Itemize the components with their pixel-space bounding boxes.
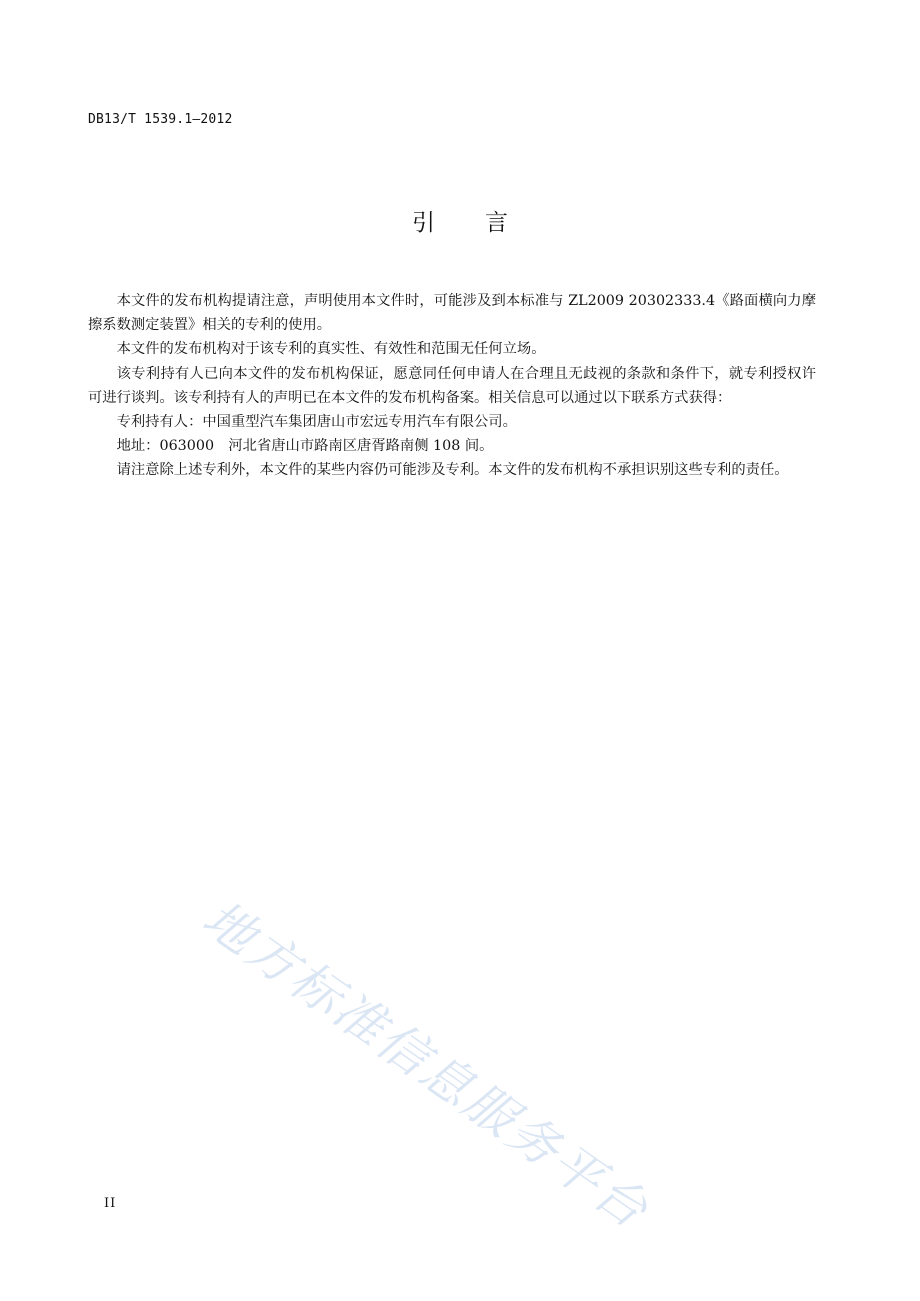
paragraph-disclaimer: 请注意除上述专利外，本文件的某些内容仍可能涉及专利。本文件的发布机构不承担识别这些专利的责任。 bbox=[116, 462, 789, 479]
document-code: DB13/T 1539.1—2012 bbox=[88, 112, 233, 127]
paragraph-address: 地址：063000 河北省唐山市路南区唐胥路南侧 108 间。 bbox=[116, 438, 494, 455]
paragraph-patent-notice: 本文件的发布机构提请注意，声明使用本文件时，可能涉及到本标准与 ZL2009 20302333.4《路面横向力摩擦系数测定装置》相关的专利的使用。 bbox=[88, 293, 816, 334]
paragraph-position: 本文件的发布机构对于该专利的真实性、有效性和范围无任何立场。 bbox=[116, 341, 546, 358]
page-title: 引言 bbox=[412, 210, 558, 236]
paragraph-patent-holder: 专利持有人：中国重型汽车集团唐山市宏远专用汽车有限公司。 bbox=[116, 414, 517, 431]
paragraph-holder-guarantee: 该专利持有人已向本文件的发布机构保证，愿意同任何申请人在合理且无歧视的条款和条件下，就专利授权许可进行谈判。该专利持有人的声明已在本文件的发布机构备案。相关信息可以通过以下联系方式获得： bbox=[88, 365, 816, 406]
body-text bbox=[88, 289, 816, 483]
page-number: II bbox=[104, 1196, 117, 1211]
watermark: 地方标准信息服务平台 bbox=[192, 889, 660, 1241]
